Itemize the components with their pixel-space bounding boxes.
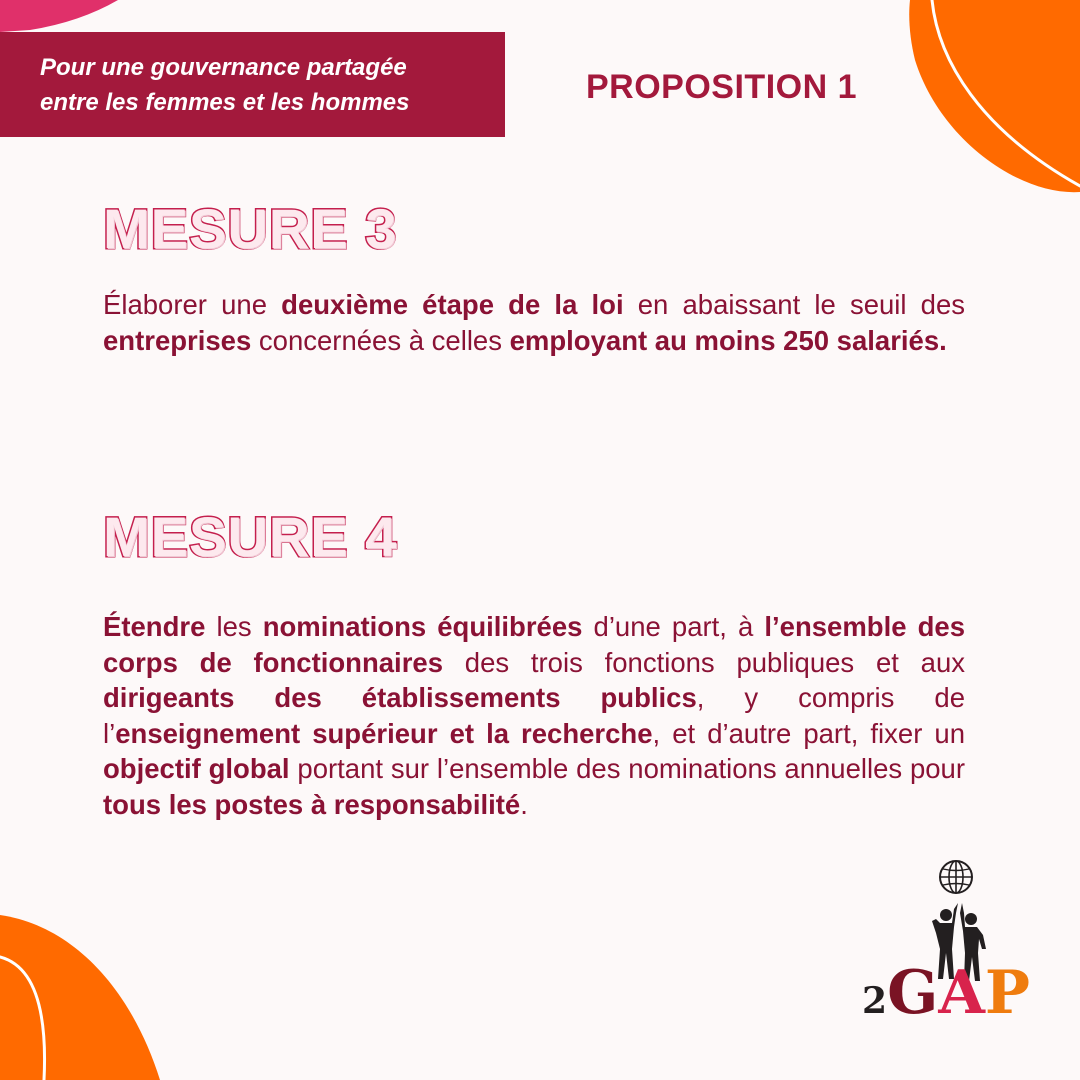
body-text-segment: concernées à celles — [251, 324, 510, 356]
proposition-title: PROPOSITION 1 — [586, 68, 857, 106]
body-text-segment: d’une part, à — [582, 611, 765, 642]
mesure-3-title: MESURE 3 — [103, 197, 398, 260]
emphasis-text: enseignement supérieur et la recherche — [115, 717, 653, 749]
emphasis-text: deuxième étape de la loi — [281, 289, 624, 320]
2gap-logo — [856, 855, 1041, 1030]
header-banner — [0, 32, 505, 137]
body-text-segment: en abaissant le seuil des — [623, 289, 966, 320]
globe-icon — [938, 859, 974, 895]
body-text-segment: Élaborer une — [103, 289, 282, 320]
mesure-3-text — [103, 287, 965, 358]
bottom-left-orange-circle — [0, 905, 170, 1080]
banner-line-2: entre les femmes et les hommes — [40, 89, 410, 116]
emphasis-text: Étendre — [103, 611, 206, 642]
logo-wordmark — [862, 958, 1030, 1028]
emphasis-text: entreprises — [103, 324, 252, 356]
body-text-segment: , y compris de l’ — [103, 682, 965, 749]
mesure-4-text — [103, 609, 965, 822]
body-text-segment: . — [520, 788, 528, 820]
emphasis-text: employant au moins 250 salariés. — [509, 324, 947, 356]
emphasis-text: tous les postes à responsabilité — [103, 788, 521, 820]
emphasis-text: nominations équilibrées — [262, 611, 583, 642]
emphasis-text: objectif global — [103, 753, 290, 784]
logo-letter-g: G — [887, 958, 939, 1028]
top-right-orange-circle — [880, 0, 1080, 210]
banner-line-1: Pour une gouvernance partagée — [40, 54, 407, 81]
mesure-4-title: MESURE 4 — [103, 505, 398, 568]
logo-letter-a: A — [938, 958, 985, 1028]
logo-letter-p: P — [984, 958, 1030, 1028]
emphasis-text: l’ensemble des corps de fonctionnaires — [103, 611, 965, 678]
logo-letter-2: 2 — [862, 980, 888, 1022]
body-text-segment: , et d’autre part, fixer un — [652, 717, 965, 749]
emphasis-text: dirigeants des établissements publics — [103, 682, 697, 713]
body-text-segment: les — [205, 611, 263, 642]
body-text-segment: portant sur l’ensemble des nominations annuelles pour — [289, 753, 966, 784]
body-text-segment: des trois fonctions publiques et aux — [443, 646, 965, 678]
